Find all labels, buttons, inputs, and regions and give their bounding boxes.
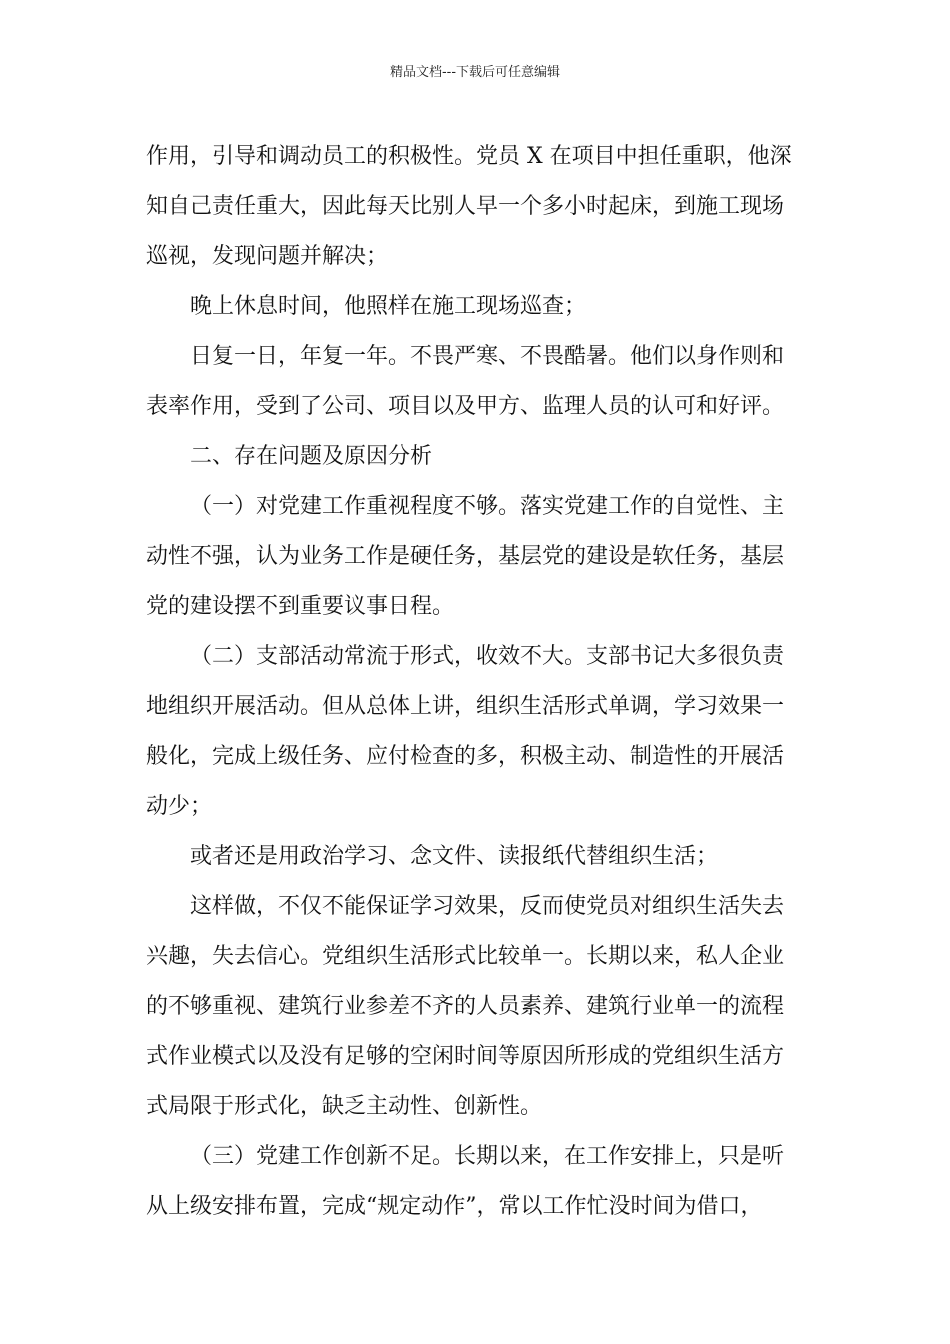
text-line: 日复一日，年复一年。不畏严寒、不畏酷暑。他们以身作则和: [190, 344, 785, 369]
text-line: 巡视，发现问题并解决；: [146, 244, 389, 269]
text-line: 表率作用，受到了公司、项目以及甲方、监理人员的认可和好评。: [146, 394, 785, 419]
text-line: 晚上休息时间，他照样在施工现场巡查；: [190, 294, 587, 319]
text-line: 式作业模式以及没有足够的空闲时间等原因所形成的党组织生活方: [146, 1044, 785, 1069]
text-line: 般化，完成上级任务、应付检查的多，积极主动、制造性的开展活: [146, 744, 785, 769]
page-header: 精品文档---下载后可任意编辑: [389, 65, 561, 80]
text-line: 式局限于形式化，缺乏主动性、创新性。: [146, 1094, 543, 1119]
document-body: [146, 132, 810, 1232]
text-line: （三）党建工作创新不足。长期以来，在工作安排上，只是听: [190, 1144, 785, 1169]
text-line: （二）支部活动常流于形式，收效不大。支部书记大多很负责: [190, 644, 785, 669]
text-line: 从上级安排布置，完成“规定动作”，常以工作忙没时间为借口，: [146, 1194, 763, 1219]
text-line: 兴趣，失去信心。党组织生活形式比较单一。长期以来，私人企业: [146, 944, 785, 969]
section-heading: 二、存在问题及原因分析: [190, 444, 433, 469]
text-line: 知自己责任重大，因此每天比别人早一个多小时起床，到施工现场: [146, 194, 785, 219]
text-line: 党的建设摆不到重要议事日程。: [146, 594, 455, 619]
text-line: 动性不强，认为业务工作是硬任务，基层党的建设是软任务，基层: [146, 544, 785, 569]
text-line: 动少；: [146, 794, 213, 819]
text-line: 的不够重视、建筑行业参差不齐的人员素养、建筑行业单一的流程: [146, 994, 785, 1019]
text-line: （一）对党建工作重视程度不够。落实党建工作的自觉性、主: [190, 494, 785, 519]
text-line: 这样做，不仅不能保证学习效果，反而使党员对组织生活失去: [190, 894, 785, 919]
text-line: 或者还是用政治学习、念文件、读报纸代替组织生活；: [190, 844, 719, 869]
text-line: 作用，引导和调动员工的积极性。党员 X 在项目中担任重职，他深: [146, 144, 792, 169]
text-line: 地组织开展活动。但从总体上讲，组织生活形式单调，学习效果一: [146, 694, 785, 719]
